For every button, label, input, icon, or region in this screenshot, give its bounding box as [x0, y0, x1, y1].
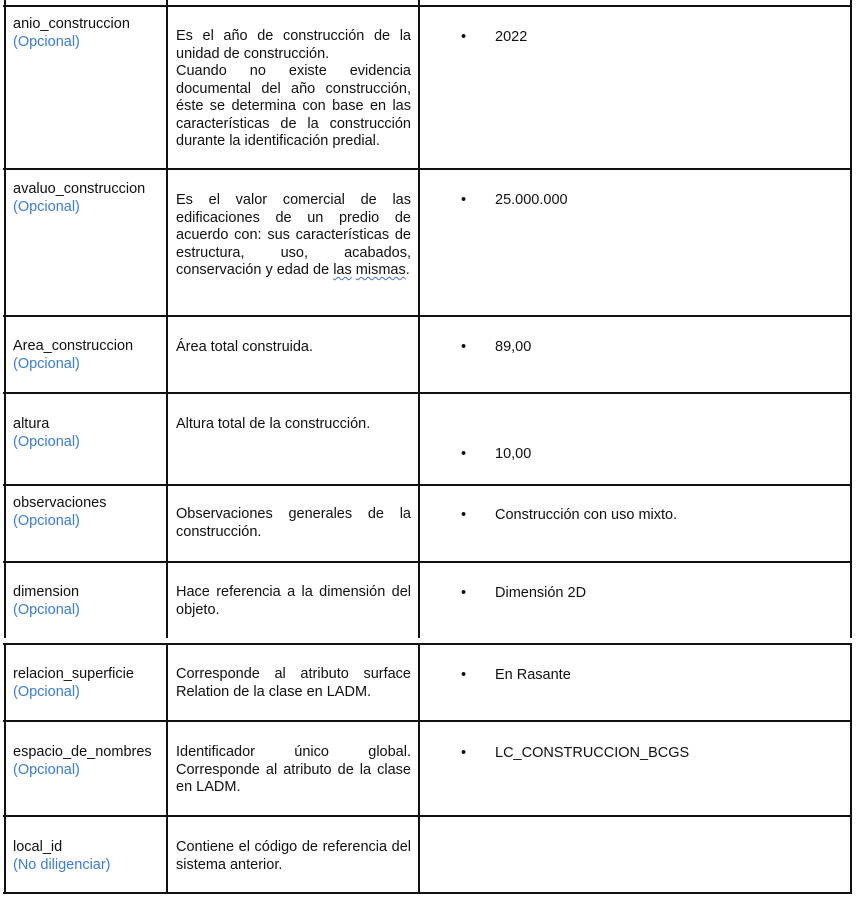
description-line [176, 192, 411, 280]
row-divider [3, 315, 852, 317]
attribute-name-cell [13, 16, 163, 51]
attribute-qualifier: (Opcional) [13, 433, 80, 450]
bullet-icon: • [461, 192, 467, 208]
attribute-description [176, 28, 411, 151]
value-text: LC_CONSTRUCCION_BCGS [495, 745, 690, 761]
attribute-value [461, 192, 841, 210]
column-divider [418, 643, 420, 894]
value-text: 89,00 [495, 339, 532, 355]
spellcheck-word: las [333, 262, 352, 278]
attribute-description [176, 839, 411, 874]
attribute-qualifier: (Opcional) [13, 355, 80, 372]
row-divider [3, 643, 852, 645]
attribute-description [176, 506, 411, 541]
value-text: 2022 [495, 29, 528, 45]
attribute-name: avaluo_construccion [13, 181, 146, 197]
row-divider [3, 5, 852, 7]
column-divider [4, 643, 6, 894]
row-divider [3, 484, 852, 486]
attribute-name-cell [13, 839, 163, 874]
attribute-name-cell [13, 495, 163, 530]
attribute-name-cell [13, 181, 163, 216]
row-divider [3, 720, 852, 722]
row-divider [3, 892, 852, 894]
attribute-description [176, 584, 411, 619]
attribute-description [176, 666, 411, 701]
attribute-qualifier: (Opcional) [13, 683, 80, 700]
description-text: Es el valor comercial de las edificaciones de un predio de acuerdo con: sus características de estructura, uso, acabados, conservación y edad de [176, 192, 411, 278]
bullet-icon: • [461, 667, 467, 683]
bullet-icon: • [461, 507, 467, 523]
attribute-qualifier: (Opcional) [13, 761, 80, 778]
description-line: Cuando no existe evidencia documental del año construcción, éste se determina con base en las características de la construcción durante la identificación predial. [176, 63, 411, 149]
attribute-name-cell [13, 338, 163, 373]
description-text: . [405, 262, 410, 278]
row-divider [3, 392, 852, 394]
attribute-name-cell [13, 584, 163, 619]
description-line: Identificador único global. Corresponde al atributo de la clase en LADM. [176, 744, 411, 795]
attribute-name: espacio_de_nombres [13, 744, 152, 760]
value-text: Dimensión 2D [495, 585, 587, 601]
attribute-value [461, 29, 841, 47]
attribute-name-cell [13, 666, 163, 701]
row-divider [3, 815, 852, 817]
bullet-icon: • [461, 585, 467, 601]
value-text: En Rasante [495, 667, 571, 683]
row-divider [3, 561, 852, 563]
bullet-icon: • [461, 745, 467, 761]
attribute-value [461, 667, 841, 685]
bullet-icon: • [461, 339, 467, 355]
attribute-name: Area_construccion [13, 338, 134, 354]
attribute-value [461, 507, 841, 525]
column-divider [418, 0, 420, 638]
description-line: Observaciones generales de la construcción. [176, 506, 411, 540]
spellcheck-word: mismas [355, 262, 406, 278]
attribute-name: anio_construccion [13, 16, 130, 32]
attribute-qualifier: (Opcional) [13, 512, 80, 529]
bullet-icon: • [461, 29, 467, 45]
attribute-value [461, 446, 841, 464]
attribute-name-cell [13, 416, 163, 451]
attribute-name: relacion_superficie [13, 666, 134, 682]
description-line: Área total construida. [176, 339, 314, 355]
attribute-description [176, 192, 411, 280]
attribute-name: local_id [13, 839, 63, 855]
attribute-qualifier: (Opcional) [13, 601, 80, 618]
bullet-icon: • [461, 446, 467, 462]
column-divider [166, 0, 168, 638]
attribute-qualifier: (No diligenciar) [13, 856, 111, 873]
attribute-name: altura [13, 416, 50, 432]
column-divider [4, 0, 6, 638]
attribute-description [176, 339, 411, 357]
value-text: 10,00 [495, 446, 532, 462]
attribute-name: observaciones [13, 495, 107, 511]
attribute-qualifier: (Opcional) [13, 33, 80, 50]
attribute-description [176, 416, 411, 434]
value-text: Construcción con uso mixto. [495, 507, 678, 523]
attribute-value [461, 339, 841, 357]
column-divider [850, 643, 852, 894]
attribute-qualifier: (Opcional) [13, 198, 80, 215]
attribute-name-cell [13, 744, 163, 779]
description-line: Corresponde al atributo surface Relation de la clase en LADM. [176, 666, 411, 700]
attribute-value [461, 585, 841, 603]
description-line: Hace referencia a la dimensión del objeto. [176, 584, 411, 618]
description-line: Altura total de la construcción. [176, 416, 371, 432]
attribute-description [176, 744, 411, 797]
description-line: Es el año de construcción de la unidad de construcción. [176, 28, 411, 62]
description-line: Contiene el código de referencia del sistema anterior. [176, 839, 411, 873]
value-text: 25.000.000 [495, 192, 568, 208]
attribute-value [461, 745, 841, 763]
column-divider [850, 0, 852, 638]
row-divider [3, 168, 852, 170]
attribute-name: dimension [13, 584, 80, 600]
column-divider [166, 643, 168, 894]
